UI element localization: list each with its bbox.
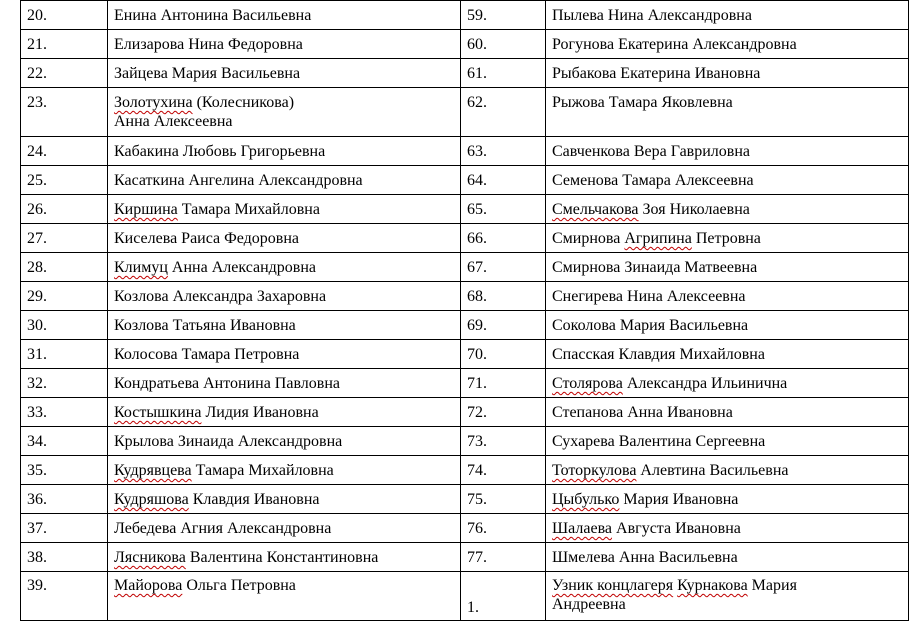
table-row: [21, 572, 909, 621]
row-number: 29.: [21, 282, 108, 311]
person-name: Лебедева Агния Александровна: [108, 514, 461, 543]
row-number: 73.: [461, 427, 546, 456]
names-table: [20, 0, 909, 621]
person-name: [546, 224, 909, 253]
table-row: [21, 195, 909, 224]
person-name: Крылова Зинаида Александровна: [108, 427, 461, 456]
name-part: Мария Ивановна: [623, 491, 739, 508]
row-number: 69.: [461, 311, 546, 340]
name-part: Ольга Петровна: [186, 577, 296, 594]
row-number: 26.: [21, 195, 108, 224]
row-number: 63.: [461, 137, 546, 166]
name-part: Смельчакова: [552, 201, 639, 218]
name-part: (Колесникова): [196, 94, 295, 111]
person-name: [108, 456, 461, 485]
person-name: Спасская Клавдия Михайловна: [546, 340, 909, 369]
name-part: Золотухина: [114, 94, 193, 111]
person-name: Смирнова Зинаида Матвеевна: [546, 253, 909, 282]
row-number: 36.: [21, 485, 108, 514]
name-part: Костышкина: [114, 404, 202, 421]
row-number: 68.: [461, 282, 546, 311]
name-part: Киршина: [114, 201, 178, 218]
name-part: Анна Алексеевна: [114, 113, 233, 130]
name-part: Смирнова: [552, 230, 621, 247]
name-part: Тоторкулова: [552, 462, 637, 479]
name-part: Зоя Николаевна: [642, 201, 750, 218]
row-number: 70.: [461, 340, 546, 369]
row-number: 61.: [461, 59, 546, 88]
name-part: Столярова: [552, 375, 623, 392]
name-part: Агрипина: [624, 230, 692, 247]
person-name: [108, 543, 461, 572]
row-number: 28.: [21, 253, 108, 282]
name-part: Тамара Михайловна: [195, 462, 334, 479]
row-number: 23.: [21, 88, 108, 137]
row-number: 35.: [21, 456, 108, 485]
name-part: Валентина Константиновна: [189, 549, 379, 566]
name-part: Лясникова: [114, 549, 186, 566]
row-number: 66.: [461, 224, 546, 253]
table-row: [21, 543, 909, 572]
person-name: [546, 456, 909, 485]
person-name: [546, 195, 909, 224]
person-name: Касаткина Ангелина Александровна: [108, 166, 461, 195]
name-part: Кудрявцева: [114, 462, 192, 479]
table-row: [21, 30, 909, 59]
person-name: Рыжова Тамара Яковлевна: [546, 88, 909, 137]
row-number: 72.: [461, 398, 546, 427]
name-part: Климуц: [114, 259, 168, 276]
name-part: Андреевна: [552, 596, 626, 613]
person-name: Киселева Раиса Федоровна: [108, 224, 461, 253]
row-number: 37.: [21, 514, 108, 543]
name-part: Тамара Михайловна: [181, 201, 320, 218]
row-number: 76.: [461, 514, 546, 543]
table-row: [21, 59, 909, 88]
row-number: 74.: [461, 456, 546, 485]
row-number: 31.: [21, 340, 108, 369]
name-part: Узник концлагеря: [552, 577, 674, 594]
name-part: Петровна: [695, 230, 761, 247]
person-name: Енина Антонина Васильевна: [108, 1, 461, 30]
row-number: 25.: [21, 166, 108, 195]
row-number: 22.: [21, 59, 108, 88]
person-name: Кабакина Любовь Григорьевна: [108, 137, 461, 166]
row-number: 77.: [461, 543, 546, 572]
person-name: [108, 253, 461, 282]
table-row: [21, 1, 909, 30]
person-name: [546, 369, 909, 398]
table-row: [21, 311, 909, 340]
person-name: [546, 485, 909, 514]
person-name: Соколова Мария Васильевна: [546, 311, 909, 340]
table-row: [21, 253, 909, 282]
table-row: [21, 137, 909, 166]
person-name: [108, 398, 461, 427]
table-row: [21, 340, 909, 369]
row-number: 24.: [21, 137, 108, 166]
row-number: 33.: [21, 398, 108, 427]
name-part: Кудряшова: [114, 491, 189, 508]
table-row: [21, 369, 909, 398]
name-part: Клавдия Ивановна: [192, 491, 320, 508]
name-part: Александра Ильинична: [626, 375, 788, 392]
row-number: 67.: [461, 253, 546, 282]
person-name: Колосова Тамара Петровна: [108, 340, 461, 369]
row-number: 60.: [461, 30, 546, 59]
person-name: Козлова Татьяна Ивановна: [108, 311, 461, 340]
row-number: 27.: [21, 224, 108, 253]
row-number: 30.: [21, 311, 108, 340]
table-row: [21, 88, 909, 137]
person-name: Рыбакова Екатерина Ивановна: [546, 59, 909, 88]
person-name: Рогунова Екатерина Александровна: [546, 30, 909, 59]
row-number: 64.: [461, 166, 546, 195]
name-part: Августа Ивановна: [616, 520, 741, 537]
table-row: [21, 456, 909, 485]
row-number: 20.: [21, 1, 108, 30]
name-part: Анна Александровна: [171, 259, 317, 276]
person-name: Степанова Анна Ивановна: [546, 398, 909, 427]
name-part: Майорова: [114, 577, 183, 594]
row-number: 32.: [21, 369, 108, 398]
person-name: Зайцева Мария Васильевна: [108, 59, 461, 88]
table-row: [21, 398, 909, 427]
name-part: Лидия Ивановна: [205, 404, 319, 421]
name-part: Цыбулько: [552, 491, 620, 508]
table-row: [21, 514, 909, 543]
person-name: Елизарова Нина Федоровна: [108, 30, 461, 59]
name-part: Курнакова: [677, 577, 748, 594]
name-part: Алевтина Васильевна: [640, 462, 789, 479]
row-number: 21.: [21, 30, 108, 59]
person-name: Семенова Тамара Алексеевна: [546, 166, 909, 195]
row-number: 59.: [461, 1, 546, 30]
table-row: [21, 224, 909, 253]
name-part: Мария: [751, 577, 797, 594]
name-part: Шалаева: [552, 520, 613, 537]
person-name: [108, 88, 461, 137]
row-number: 75.: [461, 485, 546, 514]
person-name: Савченкова Вера Гавриловна: [546, 137, 909, 166]
row-number-text: 1.: [467, 599, 479, 616]
person-name: Козлова Александра Захаровна: [108, 282, 461, 311]
person-name: [108, 195, 461, 224]
table-row: [21, 427, 909, 456]
row-number: 71.: [461, 369, 546, 398]
person-name: Шмелева Анна Васильевна: [546, 543, 909, 572]
row-number: 39.: [21, 572, 108, 621]
table-row: [21, 166, 909, 195]
table-row: [21, 282, 909, 311]
person-name: Пылева Нина Александровна: [546, 1, 909, 30]
person-name: [546, 572, 909, 621]
row-number: 38.: [21, 543, 108, 572]
table-row: [21, 485, 909, 514]
person-name: [546, 514, 909, 543]
person-name: Кондратьева Антонина Павловна: [108, 369, 461, 398]
person-name: Снегирева Нина Алексеевна: [546, 282, 909, 311]
person-name: [108, 485, 461, 514]
person-name: Сухарева Валентина Сергеевна: [546, 427, 909, 456]
person-name: [108, 572, 461, 621]
row-number: 62.: [461, 88, 546, 137]
row-number: [461, 572, 546, 621]
row-number: 65.: [461, 195, 546, 224]
row-number: 34.: [21, 427, 108, 456]
